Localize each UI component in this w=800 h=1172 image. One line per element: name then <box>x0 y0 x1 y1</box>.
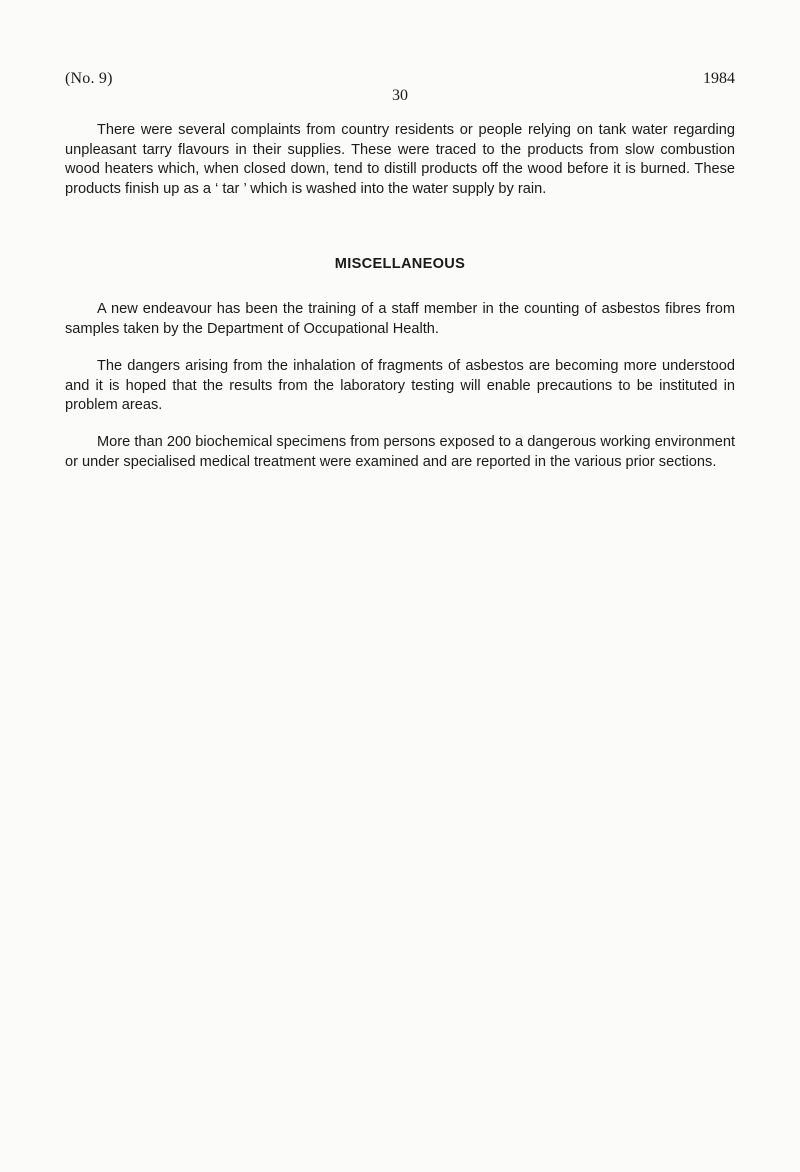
page-number: 30 <box>392 87 408 104</box>
document-number: (No. 9) <box>65 70 113 87</box>
section-heading: MISCELLANEOUS <box>334 256 466 272</box>
paragraph-biochemical-specimens: More than 200 biochemical specimens from persons exposed to a dangerous working environment or under specialised medical treatment were examined and are reported in the various prior sections. <box>65 434 735 470</box>
paragraph-asbestos-dangers: The dangers arising from the inhalation of fragments of asbestos are becoming more understood and it is hoped that the results from the laboratory testing will enable precautions to be instituted in problem areas. <box>65 358 735 413</box>
paragraph-asbestos-training: A new endeavour has been the training of a staff member in the counting of asbestos fibres from samples taken by the Department of Occupational Health. <box>65 301 735 337</box>
document-year: 1984 <box>703 70 735 87</box>
paragraph-tank-water-complaints: There were several complaints from country residents or people relying on tank water regarding unpleasant tarry flavours in their supplies. These were traced to the products from slow combustion wood heaters which, when closed down, tend to distill products off the wood before it is burned. These products finish up as a ‘ tar ’ which is washed into the water supply by rain. <box>65 122 735 197</box>
